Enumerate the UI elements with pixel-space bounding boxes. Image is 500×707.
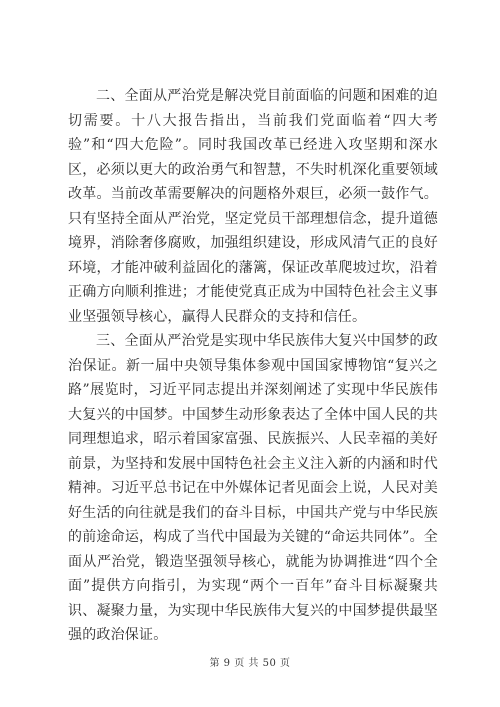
page-number-footer: 第 9 页 共 50 页	[209, 658, 291, 669]
paragraph-3: 三、全面从严治党是实现中华民族伟大复兴中国梦的政治保证。新一届中央领导集体参观中国国家博物馆“复兴之路”展览时，习近平同志提出并深刻阐述了实现中华民族伟大复兴的中国梦。中国梦生动形象表达了全体中国人民的共同理想追求，昭示着国家富强、民族振兴、人民幸福的美好前景，为坚持和发展中国特色社会主义注入新的内涵和时代精神。习近平总书记在中外媒体记者见面会上说，人民对美好生活的向往就是我们的奋斗目标，中国共产党与中华民族的前途命运，构成了当代中国最为关键的“命运共同体”。全面从严治党，锻造坚强领导核心，就能为协调推进“四个全面”提供方向指引，为实现“两个一百年”奋斗目标凝聚共识、凝聚力量，为实现中华民族伟大复兴的中国梦提供最坚强的政治保证。	[68, 333, 438, 643]
paragraph-2: 二、全面从严治党是解决党目前面临的问题和困难的迫切需要。十八大报告指出，当前我们党面临着“四大考验”和“四大危险”。同时我国改革已经进入攻坚期和深水区，必须以更大的政治勇气和智慧，不失时机深化重要领域改革。当前改革需要解决的问题格外艰巨，必须一鼓作气。只有坚持全面从严治党，坚定党员干部理想信念，提升道德境界，消除奢侈腐败，加强组织建设，形成风清气正的良好环境，才能冲破利益固化的藩篱，保证改革爬坡过坎，沿着正确方向顺利推进；才能使党真正成为中国特色社会主义事业坚强领导核心，赢得人民群众的支持和信任。	[68, 88, 438, 325]
body-text	[68, 84, 438, 648]
